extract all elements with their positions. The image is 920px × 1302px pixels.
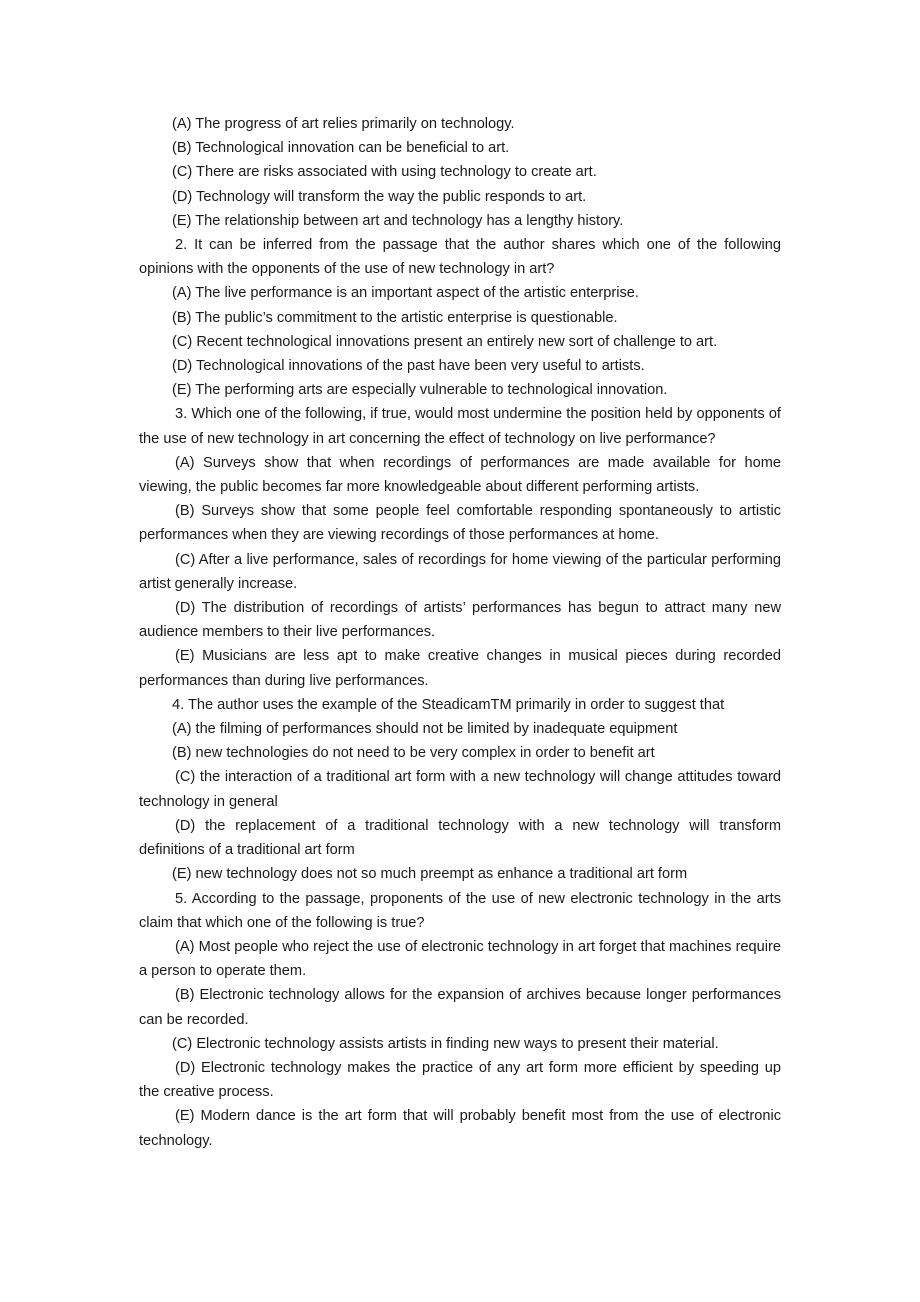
q4-option-a: (A) the filming of performances should not be limited by inadequate equipment [172,721,678,738]
q3-option-d: (D) The distribution of recordings of artists’ performances has begun to attract many new audience members to their live performances. [139,600,781,641]
q3-option-e: (E) Musicians are less apt to make creative changes in musical pieces during recorded performances than during live performances. [139,648,781,689]
q4-option-c: (C) the interaction of a traditional art form with a new technology will change attitudes toward technology in general [139,769,781,810]
q4-option-e: (E) new technology does not so much preempt as enhance a traditional art form [172,866,688,883]
q5-stem: 5. According to the passage, proponents of the use of new electronic technology in the arts claim that which one of the following is true? [139,890,781,931]
q2-option-b: (B) The public’s commitment to the artistic enterprise is questionable. [172,309,618,326]
q5-option-d: (D) Electronic technology makes the practice of any art form more efficient by speeding up the creative process. [139,1059,781,1101]
q5-option-b: (B) Electronic technology allows for the expansion of archives because longer performances can be recorded. [139,987,781,1028]
q1-option-e: (E) The relationship between art and technology has a lengthy history. [172,212,624,229]
q5-option-e: (E) Modern dance is the art form that will probably benefit most from the use of electronic technology. [139,1108,781,1149]
q1-option-a: (A) The progress of art relies primarily on technology. [172,116,515,132]
q5-option-a: (A) Most people who reject the use of electronic technology in art forget that machines require a person to operate them. [139,938,781,980]
q3-option-c: (C) After a live performance, sales of recordings for home viewing of the particular performing artist generally increase. [139,551,781,592]
q4-stem: 4. The author uses the example of the SteadicamTM primarily in order to suggest that [172,696,725,713]
q2-option-d: (D) Technological innovations of the past have been very useful to artists. [172,358,645,375]
q3-option-a: (A) Surveys show that when recordings of performances are made available for home viewing, the public becomes far more knowledgeable about different performing artists. [139,454,781,496]
q2-option-c: (C) Recent technological innovations present an entirely new sort of challenge to art. [172,333,718,350]
q3-option-b: (B) Surveys show that some people feel comfortable responding spontaneously to artistic performances when they are viewing recordings of those performances at home. [139,503,781,544]
q4-option-b: (B) new technologies do not need to be very complex in order to benefit art [172,745,655,762]
q1-option-d: (D) Technology will transform the way the public responds to art. [172,188,587,205]
q4-option-d: (D) the replacement of a traditional technology with a new technology will transform definitions of a traditional art form [139,817,781,859]
q2-stem: 2. It can be inferred from the passage that the author shares which one of the following opinions with the opponents of the use of new technology in art? [139,237,781,278]
q2-option-e: (E) The performing arts are especially vulnerable to technological innovation. [172,382,668,399]
q2-option-a: (A) The live performance is an important aspect of the artistic enterprise. [172,285,639,302]
q1-option-b: (B) Technological innovation can be beneficial to art. [172,140,510,157]
q3-stem: 3. Which one of the following, if true, would most undermine the position held by opponents of the use of new technology in art concerning the effect of technology on live performance? [139,406,781,447]
document-page [139,112,781,1153]
q1-option-c: (C) There are risks associated with using technology to create art. [172,164,597,181]
q5-option-c: (C) Electronic technology assists artists in finding new ways to present their material. [172,1035,719,1052]
